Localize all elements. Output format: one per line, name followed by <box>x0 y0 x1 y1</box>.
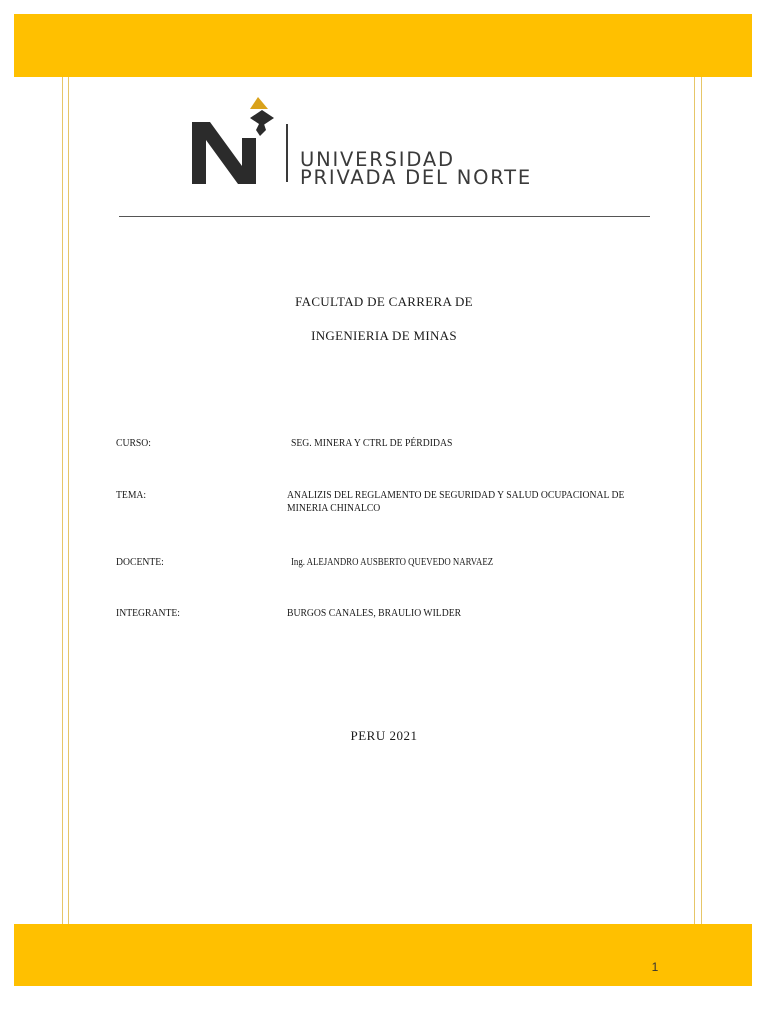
member-label: INTEGRANTE: <box>116 607 180 619</box>
university-name <box>300 148 532 189</box>
topic-value: ANALIZIS DEL REGLAMENTO DE SEGURIDAD Y SALUD OCUPACIONAL DE MINERIA CHINALCO <box>287 489 625 514</box>
course-label: CURSO: <box>116 437 151 449</box>
header-divider <box>119 216 650 217</box>
left-border-line <box>62 77 63 924</box>
top-yellow-band <box>14 14 752 77</box>
teacher-value: Ing. ALEJANDRO AUSBERTO QUEVEDO NARVAEZ <box>291 556 494 568</box>
page-number: 1 <box>651 960 659 974</box>
bottom-yellow-band <box>14 924 752 986</box>
university-name-line1: UNIVERSIDAD <box>300 148 455 171</box>
university-name-line2: PRIVADA DEL NORTE <box>300 166 532 189</box>
teacher-label: DOCENTE: <box>116 556 164 568</box>
member-value: BURGOS CANALES, BRAULIO WILDER <box>287 607 462 619</box>
right-border-line <box>701 77 702 924</box>
topic-label: TEMA: <box>116 489 147 501</box>
left-border-line <box>68 77 69 924</box>
place-year: PERU 2021 <box>350 728 418 743</box>
career-title: INGENIERIA DE MINAS <box>311 328 457 343</box>
course-value: SEG. MINERA Y CTRL DE PÉRDIDAS <box>291 437 453 449</box>
faculty-title: FACULTAD DE CARRERA DE <box>295 294 473 309</box>
right-border-line <box>694 77 695 924</box>
